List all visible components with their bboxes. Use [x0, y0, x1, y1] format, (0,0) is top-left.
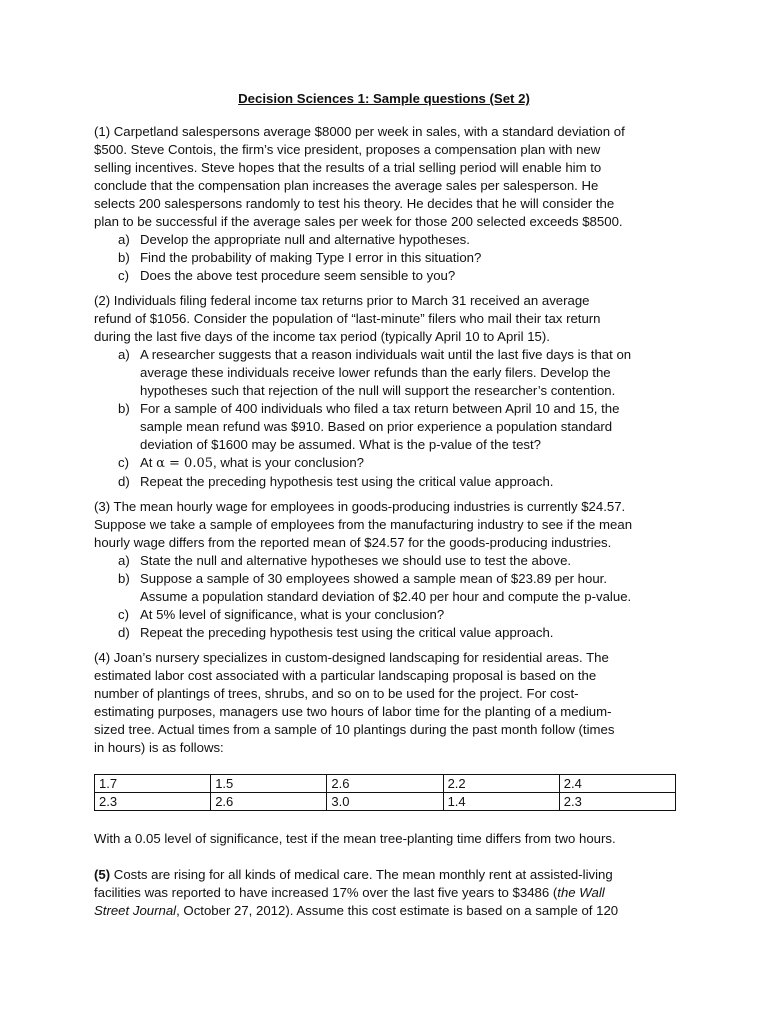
table-row	[95, 793, 676, 811]
table-cell: 2.2	[443, 775, 559, 793]
question-1	[94, 123, 694, 285]
table-cell: 1.4	[443, 793, 559, 811]
table-cell: 2.6	[327, 775, 443, 793]
question-1-part-b: b) Find the probability of making Type I error in this situation?	[118, 250, 482, 265]
question-5-text: (5) Costs are rising for all kinds of medical care. The mean monthly rent at assisted-living facilities was reported to have increased 17% over the last five years to $3486 (the Wall Street Journal, October 27, 2012). Assume this cost estimate is based on a sample of 120	[94, 867, 619, 918]
table-cell: 3.0	[327, 793, 443, 811]
question-3-parts	[94, 552, 694, 642]
question-3-part-a: a) State the null and alternative hypotheses we should use to test the above.	[118, 553, 572, 568]
question-2-part-c: c) At α = 0.05, what is your conclusion?	[118, 455, 365, 471]
question-2-part-b: b) For a sample of 400 individuals who filed a tax return between April 10 and 15, the sample mean refund was $910. Based on prior experience a population standard deviation of $1600 may be assumed. What is the p-value of the test?	[118, 401, 620, 452]
question-3	[94, 498, 694, 642]
page-title: Decision Sciences 1: Sample questions (Set 2)	[238, 91, 530, 106]
question-5-number: (5)	[94, 867, 111, 882]
table-cell: 2.4	[559, 775, 675, 793]
question-1-parts	[94, 231, 694, 285]
question-3-part-c: c) At 5% level of significance, what is your conclusion?	[118, 607, 445, 622]
table-cell: 1.7	[95, 775, 211, 793]
question-1-text: (1) Carpetland salespersons average $8000 per week in sales, with a standard deviation of $500. Steve Contois, the firm’s vice president, proposes a compensation plan with new selling incentives. Steve hopes that the results of a trial selling period will enable him to conclude that the compensation plan increases the average sales per salesperson. He selects 200 salespersons randomly to test his theory. He decides that he will consider the plan to be successful if the average sales per week for those 200 selected exceeds $8500.	[94, 124, 625, 229]
alpha-expression: α = 0.05	[156, 456, 214, 471]
question-3-part-d: d) Repeat the preceding hypothesis test using the critical value approach.	[118, 625, 554, 640]
question-4-instruction: With a 0.05 level of significance, test if the mean tree-planting time differs from two hours.	[94, 831, 616, 846]
planting-times-table	[94, 774, 676, 811]
question-3-part-b: b) Suppose a sample of 30 employees showed a sample mean of $23.89 per hour. Assume a population standard deviation of $2.40 per hour and compute the p-value.	[118, 571, 632, 604]
question-2-parts	[94, 346, 694, 491]
table-cell: 1.5	[211, 775, 327, 793]
table-row	[95, 775, 676, 793]
question-1-part-a: a) Develop the appropriate null and alternative hypotheses.	[118, 232, 470, 247]
question-2-part-a: a) A researcher suggests that a reason individuals wait until the last five days is that on average these individuals receive lower refunds than the early filers. Develop the hypotheses such that rejection of the null will support the researcher’s contention.	[118, 347, 632, 398]
document-body	[94, 123, 694, 927]
question-5	[94, 866, 694, 920]
question-1-part-c: c) Does the above test procedure seem sensible to you?	[118, 268, 456, 283]
question-3-text: (3) The mean hourly wage for employees in goods-producing industries is currently $24.57. Suppose we take a sample of employees from the manufacturing industry to see if the mean hourly wage differs from the reported mean of $24.57 for the goods-producing industries.	[94, 499, 633, 550]
table-cell: 2.3	[95, 793, 211, 811]
question-2-part-d: d) Repeat the preceding hypothesis test using the critical value approach.	[118, 474, 554, 489]
question-4	[94, 649, 694, 848]
table-cell: 2.3	[559, 793, 675, 811]
table-cell: 2.6	[211, 793, 327, 811]
question-2	[94, 292, 694, 491]
question-4-text: (4) Joan’s nursery specializes in custom-designed landscaping for residential areas. The estimated labor cost associated with a particular landscaping proposal is based on the number of plantings of trees, shrubs, and so on to be used for the project. For cost- estimating purposes, managers use two hours of labor time for the planting of a medium- sized tree. Actual times from a sample of 10 plantings during the past month follow (times in hours) is as follows:	[94, 650, 615, 755]
question-2-text: (2) Individuals filing federal income tax returns prior to March 31 received an average refund of $1056. Consider the population of “last-minute” filers who mail their tax return during the last five days of the income tax period (typically April 10 to April 15).	[94, 293, 601, 344]
